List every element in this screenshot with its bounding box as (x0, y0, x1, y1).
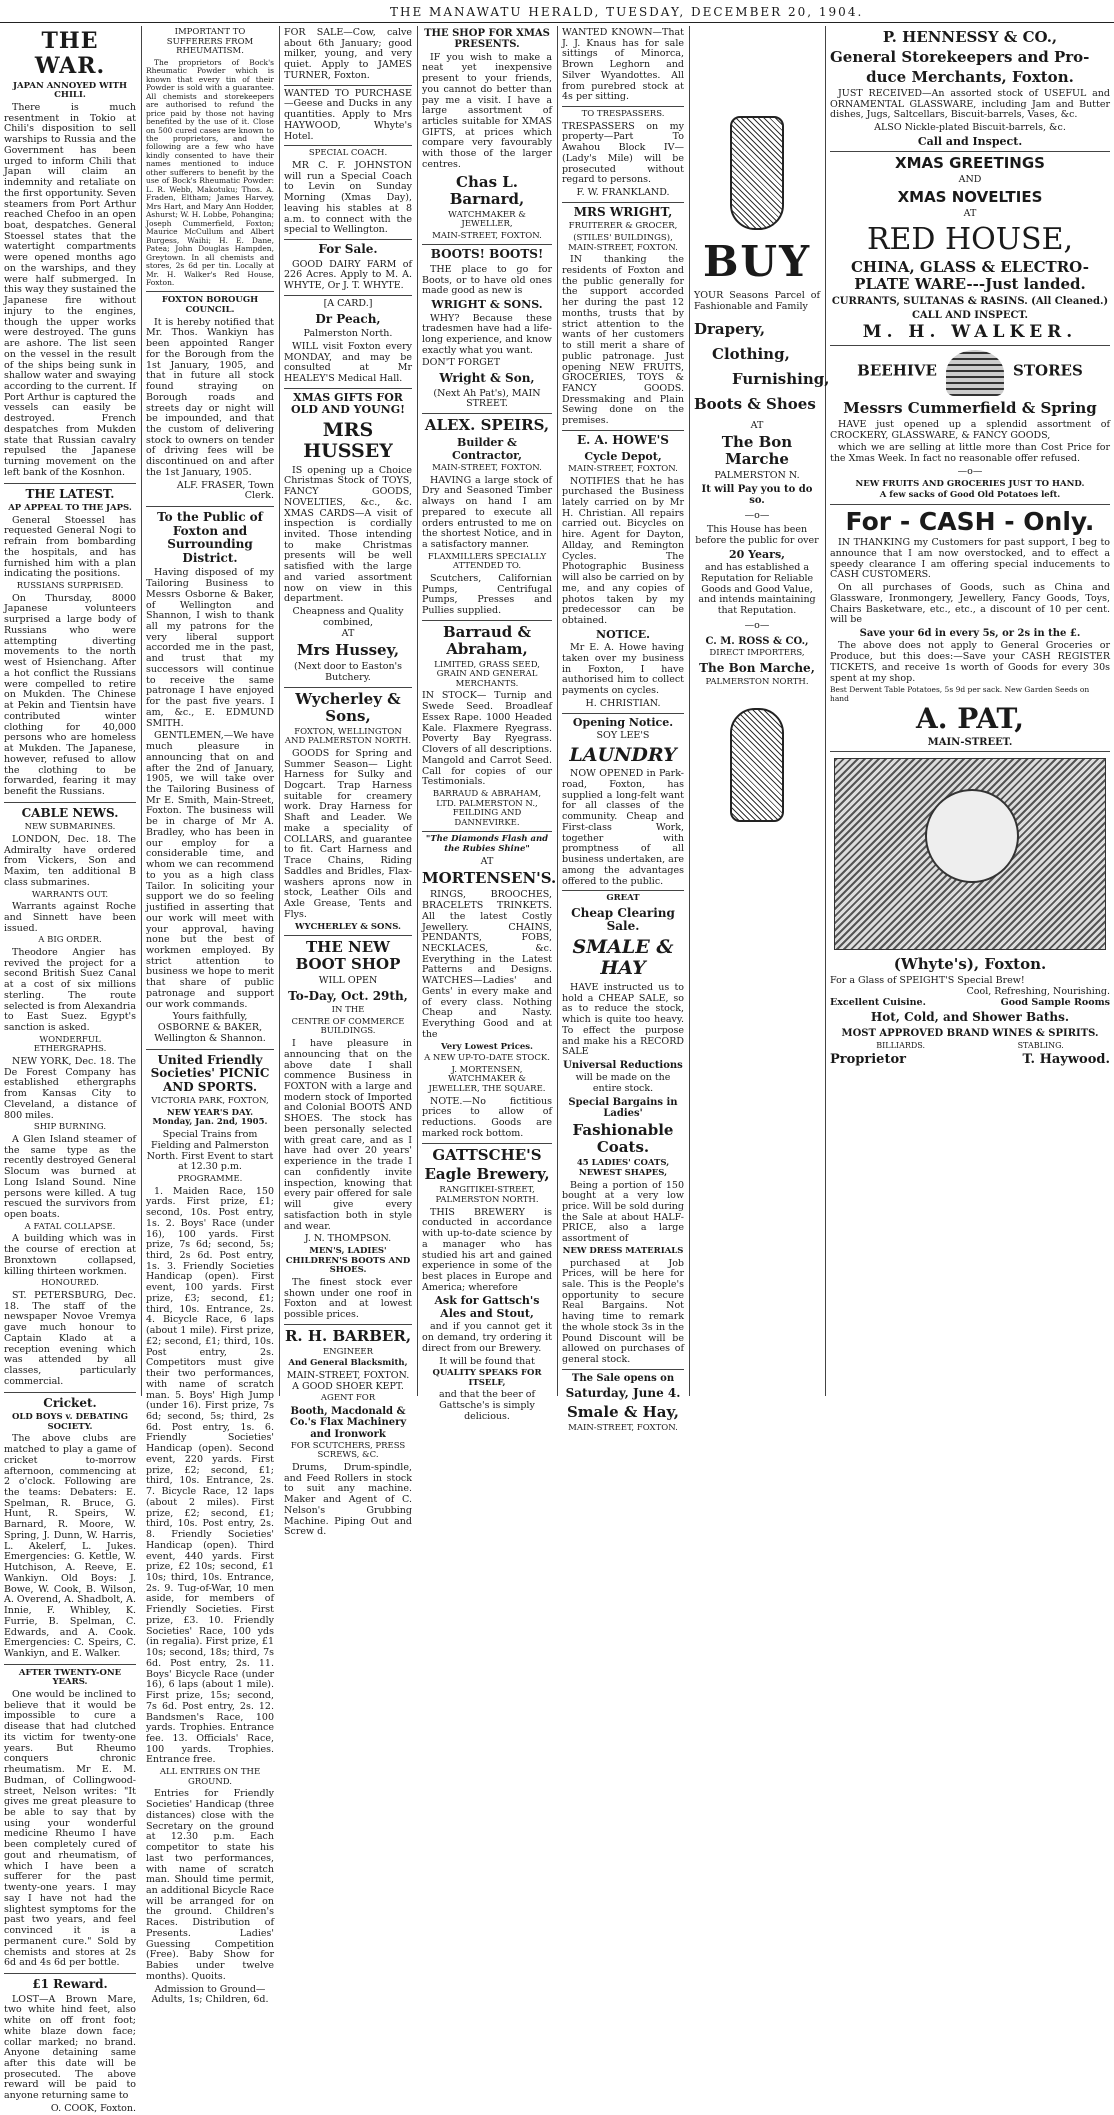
coats-title: Fashionable Coats. (572, 1121, 674, 1157)
up-to-date: A NEW UP-TO-DATE STOCK. (424, 1053, 550, 1064)
wright-why: WHY? Because these tradesmen have had a life-long experience, and know exactly what you want. (422, 312, 552, 356)
column-3 (280, 26, 416, 1538)
trespass-head: TO TRESPASSERS. (581, 109, 665, 120)
cable-item-body: LONDON, Dec. 18. The Admiralty have ordered from Vickers, Son and Maxim, ten additional B class submarines. (4, 833, 136, 888)
diamonds: "The Diamonds Flash and the Rubies Shine" (425, 834, 549, 855)
save: Save your 6d in every 5s, or 2s in the £. (859, 628, 1081, 639)
billiards-row (830, 1041, 1110, 1050)
russians-head: RUSSIANS SURPRISED. (16, 581, 124, 592)
special-bargains: Special Bargains in Ladies' (568, 1096, 678, 1120)
palm2: PALMERSTON NORTH. (705, 677, 809, 688)
new-dress: NEW DRESS MATERIALS (562, 1245, 684, 1256)
xmas-at: AT (963, 207, 977, 219)
whytes: (Whyte's), Foxton. (893, 955, 1047, 974)
smale-addr: MAIN-STREET, FOXTON. (568, 1422, 678, 1433)
speirs-title: ALEX. SPEIRS, (424, 416, 550, 435)
china: CHINA, GLASS & ELECTRO-PLATE WARE---Just landed. (850, 258, 1090, 294)
masthead-rule (0, 22, 1114, 23)
notice-body: Mr E. A. Howe having taken over my business in Foxton, I have authorised him to collect payments on cycles. (562, 642, 684, 697)
cable-item (4, 891, 136, 935)
flax-body: Scutchers, Californian Pumps, Centrifugal Pumps, Presses and Pullies supplied. (422, 574, 552, 621)
wych-body: GOODS for Spring and Summer Season— Light Harness for Sulky and Dogcart. Trap Harness suitable for creamery work. Dray Harness for Shaft and Leader. We make a speciality of COLLARS, and guarantee to fit. Cart Harness and Trace Chains, Riding Saddles and Bridles, Flax-washers aprons now in stock, Leather Oils and Axle Grease, Tents and Flys. (284, 747, 412, 920)
cable-item-head: A BIG ORDER. (38, 935, 102, 946)
masthead (0, 0, 1114, 22)
reward-sign: O. COOK, Foxton. (50, 2102, 136, 2114)
gentlemen-body: GENTLEMEN,—We have much pleasure in announcing that on and after the 2nd of January, 1905, we will take over the Tailoring Business of Mr E. Smith, Main-Street, Foxton. The business will be in charge of Mr A. Bradley, who has been in our employ for a considerable time, and whom we can recommend to you as a high class Tailor. In soliciting your support we do so feeling justified in asserting that our work will meet with your approval, having none but the best of workmen employed. By strict attention to business we hope to merit that share of public patronage and support our work commands. (146, 730, 274, 1010)
cash-body2: On all purchases of Goods, such as China and Glassware, Ironmongery, Jewellery, Fancy Goods, Toys, Chairs Basketware, etc., etc., a discount of 10 per cent. will be (830, 582, 1110, 626)
xmas-greetings: XMAS GREETINGS (895, 154, 1045, 173)
dash: —o— (957, 465, 983, 477)
cash-body: IN THANKING my Customers for past support, I beg to announce that I am now overstocked, and to effect a speedy clearance I am offering special inducements to CASH CUSTOMERS. (830, 537, 1110, 581)
war-subtitle: JAPAN ANNOYED WITH CHILI. (12, 80, 127, 101)
divider (4, 1392, 136, 1393)
rheum-title: IMPORTANT TO SUFFERERS FROM RHEUMATISM. (166, 27, 254, 57)
barber-body: Drums, Drum-spindle, and Feed Rollers in stock to suit any machine. Maker and Agent of C. Nelson's Grubbing Machine. Piping Out and Screw d. (284, 1462, 412, 1538)
ross: C. M. ROSS & CO., (705, 635, 809, 647)
divider (146, 506, 274, 507)
cable-item-head: WONDERFUL ETHERGRAPHS. (33, 1034, 107, 1055)
proprietor: Proprietor (830, 1052, 906, 1068)
cable-item (4, 1279, 136, 1387)
cable-item (4, 1223, 136, 1278)
cable-item-body: NEW YORK, Dec. 18. The De Forest Company has established ethergraphs from Kansas City to Cleveland, a distance of 800 miles. (4, 1055, 136, 1121)
picnic-day: NEW YEAR'S DAY. Monday, Jan. 2nd, 1905. (152, 1107, 268, 1128)
rheum-body: The proprietors of Bock's Rheumatic Powder which is known that every tin of their Powder is sold with a guarantee. All chemists and storekeepers are authorised to refund the price paid by those not having benefited by the use of it. Close on 500 cured cases are known to the proprietors, and the following are a few who have kindly consented to have their names mentioned to induce other sufferers to benefit by the use of Bock's Rheumatic Powder: L. R. Webb, Makotuku; Thos. A. Fraden, Eltham; James Harvey, Mrs Hart, and Mary Ann Hodder, Ashurst; W. H. Lobbe, Pohangina; Joseph Cummerfield, Foxton; Maurice McCullum and Albert Burgess, Waihi; H. E. Dane, Patea; John Douglas Hampden, Greytown. In all chemists and stores, 2s 6d per tin. Locally at Mr. H. Walker's Red House, Foxton. (146, 57, 274, 287)
cricket-title: Cricket. (43, 1395, 97, 1410)
latest-subtitle: AP APPEAL TO THE JAPS. (8, 503, 132, 514)
cricket-body: The above clubs are matched to play a game of cricket to-morrow afternoon, commencing at 2 o'clock. Following are the teams: Debaters: E. Spelman, R. Bruce, G. Hunt, R. Speirs, W. Barnard, R. Moore, W. Spring, J. Dunn, W. Harris, L. Akelerf, L. Jukes. Emergencies: G. Kettle, W. Hutchison, A. Reeve, E. Wankiyn. Old Boys: J. Bowe, W. Cook, B. Wilson, A. Overend, A. Shadbolt, A. Innie, F. Whibley, K. Furrie, B. Spelman, C. Edwards, and A. Cook. Emergencies: C. Speirs, C. Wankiyn, and E. Walker. (4, 1433, 136, 1659)
brand: MOST APPROVED BRAND WINES & SPIRITS. (841, 1027, 1099, 1039)
laundry-title: LAUNDRY (569, 743, 677, 766)
billiards: BILLIARDS. (876, 1041, 926, 1051)
card-label: [A CARD.] (323, 297, 373, 309)
dont-forget: DON'T FORGET (422, 357, 501, 369)
trespass-sign: F. W. FRANKLAND. (562, 188, 684, 203)
beehive-label: BEEHIVE (857, 361, 937, 380)
universal: Universal Reductions (563, 1060, 683, 1072)
hussey-tag: Cheapness and Quality combined, (292, 606, 404, 628)
notice-sign: H. CHRISTIAN. (562, 699, 684, 714)
buy-heading: BUY (702, 237, 812, 286)
column-7 (826, 26, 1114, 1396)
boot-date: To-Day, Oct. 29th, (288, 988, 408, 1003)
notice-head: NOTICE. (596, 627, 650, 641)
forsale-body: GOOD DAIRY FARM of 226 Acres. Apply to M. A. WHYTE, Or J. T. WHYTE. (284, 260, 412, 296)
admission: Admission to Ground—Adults, 1s; Children, 6d. (151, 1983, 269, 2006)
apat: A. PAT, (916, 702, 1024, 736)
wych-title: Wycherley & Sons, (295, 689, 401, 725)
beehive-row (830, 350, 1110, 396)
derwent: Best Derwent Table Potatoes, 5s 9d per sack. New Garden Seeds on hand (830, 685, 1090, 703)
baths: Hot, Cold, and Shower Baths. (870, 1010, 1070, 1025)
after-title: AFTER TWENTY-ONE YEARS. (18, 1667, 122, 1688)
boot-body: I have pleasure in announcing that on the above date I shall commence Business in FOXTON with a large and modern stock of Imported and Colonial BOOTS AND SHOES. The stock has been personally selected with great care, and as I have had over 20 years' experience in the trade I can confidently invite inspection, knowing that every pair offered for sale will give every satisfaction both in style and wear. (284, 1038, 412, 1232)
cuisine-row (830, 998, 1110, 1009)
coach-body: MR C. F. JOHNSTON will run a Special Coach to Levin on Sunday Morning (Xmas Day), leaving his stables at 8 a.m. to connect with the special to Wellington. (284, 161, 412, 240)
barber-agent: AGENT FOR (320, 1393, 376, 1404)
coach-illustration (834, 758, 1106, 950)
barnard-role: WATCHMAKER & JEWELLER, (448, 209, 526, 230)
council-sign: ALF. FRASER, Town Clerk. (176, 479, 274, 502)
masthead-text: THE MANAWATU HERALD, TUESDAY, DECEMBER 20, 1904. (390, 5, 864, 19)
gattsche-ask: Ask for Gattsch's Ales and Stout, (434, 1294, 540, 1320)
xmas-novelties: XMAS NOVELTIES (897, 187, 1043, 206)
dress-body: purchased at Job Prices, will be here for sale. This is the People's opportunity to secure Real Bargains. Not having time to remark the whole stock 3s in the Pound Discount will be allowed on purchases of general stock. (562, 1259, 684, 1370)
boot-finest: The finest stock ever shown under one roof in Foxton and at lowest possible prices. (284, 1278, 412, 1325)
boot-title: THE NEW BOOT SHOP (295, 938, 401, 974)
sample: Good Sample Rooms (1000, 996, 1110, 1008)
great: GREAT (606, 893, 640, 904)
smale-sign: Smale & Hay, (566, 1402, 680, 1421)
hennessy-call: Call and Inspect. (830, 136, 1110, 152)
cool: Cool, Refreshing, Nourishing. (966, 985, 1110, 997)
gattsche-found: It will be found that (439, 1355, 535, 1367)
boot-men: MEN'S, LADIES' CHILDREN'S BOOTS AND SHOES. (285, 1246, 411, 1276)
mrs-wright-role: FRUITERER & GROCER, (568, 221, 678, 232)
xmas-title: XMAS GIFTS FOR OLD AND YOUNG! (291, 390, 405, 417)
gattsche-quality: QUALITY SPEAKS FOR ITSELF, (432, 1368, 542, 1388)
hennessy-nickel: ALSO Nickle-plated Biscuit-barrels, &c. (874, 122, 1066, 134)
barnard-title: Chas L. Barnard, (449, 172, 525, 208)
peach-place: Palmerston North. (303, 328, 393, 340)
cable-item-head: NEW SUBMARINES. (24, 822, 116, 833)
divider (4, 1973, 136, 1974)
body2: and has established a Reputation for Reliable Goods and Good Value, and intends maintaining that Reputation. (698, 562, 816, 617)
messrs-body2: which we are selling at little more than Cost Price for the Xmas Week. In fact no reasonable offer refused. (830, 442, 1110, 465)
picnic-train: Special Trains from Fielding and Palmerston North. First Event to start at 12.30 p.m. (146, 1129, 274, 1173)
column-2 (142, 26, 278, 2006)
cable-title: CABLE NEWS. (21, 805, 119, 820)
boot-centre: CENTRE OF COMMERCE BUILDINGS. (291, 1016, 405, 1037)
wright-name: Wright & Son, (439, 371, 535, 386)
mort-note: NOTE.—No fictitious prices to allow of reductions. Goods are marked rock bottom. (422, 1097, 552, 1144)
hennessy-sub1: General Storekeepers and Pro- (830, 47, 1090, 66)
buy-intro: YOUR Seasons Parcel of Fashionable and Family (694, 290, 820, 313)
boots-body: THE place to go for Boots, or to have old ones made good as new is (422, 263, 552, 297)
reward-title: £1 Reward. (32, 1977, 108, 1992)
dash: —o— (744, 619, 770, 631)
cable-item-body: Theodore Angier has revived the project for a second British Suez Canal at a cost of six millions sterling. The route selected is from Alexandria to East Suez. Egypt's sanction is asked. (4, 946, 136, 1034)
mortensen-body: RINGS, BROOCHES, BRACELETS TRINKETS. All the latest Costly Jewellery. CHAINS, PENDANTS, FOBS, NECKLACES, &c. Everything in the Latest Patterns and Designs. WATCHES—Ladies' and Gents' in every make and of every class. Nothing Cheap and Nasty. Everything Good and at the (422, 889, 552, 1040)
cable-item-body: A building which was in the course of erection at Bronxtown collapsed, killing thirteen workmen. (4, 1233, 136, 1277)
sale-date: Saturday, June 4. (565, 1386, 681, 1401)
forsale-head: For Sale. (318, 242, 378, 257)
clearing-title: Cheap Clearing Sale. (571, 905, 675, 934)
line-drapery: Drapery, (694, 319, 766, 338)
divider (4, 483, 136, 484)
wright-addr: (Next Ah Pat's), MAIN STREET. (422, 389, 552, 414)
barber-addr: MAIN-STREET, FOXTON. A GOOD SHOER KEPT. (286, 1369, 410, 1392)
hennessy-sub2: duce Merchants, Foxton. (866, 67, 1074, 86)
howe-body: NOTIFIES that he has purchased the Business lately carried on by Mr H. Christian. All repairs carried out. Bicycles on hire. Agent for Dayton, Allday, and Remington Cycles. The Photographic Business will also be carried on by me, and any copies of photos taken by my predecessor can be obtained. (562, 475, 684, 627)
peach-title: Dr Peach, (315, 311, 381, 326)
speirs-role: Builder & Contractor, (451, 436, 523, 462)
entries-head: ALL ENTRIES ON THE GROUND. (159, 1767, 261, 1787)
cable-item-head: HONOURED. (41, 1278, 99, 1289)
mortensen-title: MORTENSEN'S. (422, 869, 557, 888)
diamonds-at: AT (480, 855, 494, 867)
pointing-hand-icon (730, 116, 784, 230)
barraud-sub: LIMITED, GRASS SEED, GRAIN AND GENERAL MERCHANTS. (434, 659, 540, 689)
boots-title: BOOTS! BOOTS! (430, 247, 544, 262)
war-body: There is much resentment in Tokio at Chili's disposition to sell warships to Russia and the Government has been urged to inform Chili that Japan will claim an indemnity and retaliate on the first opportunity. Seven steamers from Port Arthur reached Chefoo in an open boat, despatches. General Stoessel states that the watertight compartments were opened months ago on the warships, and they were half submerged. In this way they sustained the Japanese fire without injury to the engines, though the upper works were destroyed. The guns are ashore. The list seen on the vessel in the result of the ships being sunk in shallow water and swaying according to the current. If Port Arthur is captured the vessels can easily be destroyed. French despatches from Mukden state that Russian cavalry repulsed the Japanese turning movement on the left bank of the Kosnhon. (4, 101, 136, 478)
smale-body: HAVE instructed us to hold a CHEAP SALE, so as to reduce the stock, which is quite too heavy. To effect the purpose and make his a RECORD SALE (562, 981, 684, 1058)
reward-body: LOST—A Brown Mare, two white hind feet, also white on off front foot; white blaze down face; collar marked; no brand. Anyone detaining same after this date will be prosecuted. The above reward will be paid to anyone returning same to (4, 1993, 136, 2102)
barraud-title: Barraud & Abraham, (442, 622, 532, 658)
fruits: NEW FRUITS AND GROCERIES JUST TO HAND. (855, 478, 1085, 489)
speirs-body: HAVING a large stock of Dry and Seasoned Timber always on hand I am prepared to execute all orders entrusted to me on the shortest Notice, and in a satisfactory manner. (422, 474, 552, 550)
speight: For a Glass of SPEIGHT'S Special Brew! (830, 975, 1025, 987)
laundry-body: NOW OPENED in Park-road, Foxton, has supplied a long-felt want for all classes of the community. Cheap and First-class Work, together with promptness of all business undertaken, are among the advantages offered to the public. (562, 769, 684, 891)
coats-body: Being a portion of 150 bought at a very low price. Will be sold during the Sale at about HALF-PRICE, also a large assortment of (562, 1179, 684, 1245)
hussey-addr: (Next door to Easton's Butchery. (284, 662, 412, 687)
walker: M. H. WALKER. (830, 323, 1110, 346)
wanted-known: WANTED KNOWN—That J. J. Knaus has for sale sittings of Minorca, Brown Leghorn and Silver Wyandottes. All from purebred stock at 4s per sitting. (562, 28, 684, 107)
column-6 (690, 26, 830, 1396)
cable-item-body: A Glen Island steamer of the same type as the recently destroyed General Slocum was burned at Long Island Sound. Nine persons were killed. A tug rescued the survivors from open boats. (4, 1133, 136, 1221)
proprietor-row (830, 1053, 1110, 1068)
mort-sign: J. MORTENSEN, WATCHMAKER & JEWELLER, THE SQUARE. (428, 1064, 546, 1094)
wych-sign: WYCHERLEY & SONS. (284, 923, 412, 937)
latest-title: THE LATEST. (25, 486, 115, 501)
gattsche-if: and if you cannot get it on demand, try ordering it direct from our Brewery. (422, 1321, 552, 1354)
pay: It will Pay you to do so. (701, 484, 813, 507)
cable-item (4, 936, 136, 1033)
cash-body3: The above does not apply to General Groceries or Produce, but this does:—Save your CASH REGISTER TICKETS, and receive 1s worth of Goods for every 30s spent at my shop. (830, 640, 1110, 684)
messrs: Messrs Cummerfield & Spring (843, 399, 1097, 418)
gentlemen-sign: Yours faithfully, OSBORNE & BAKER, Wellington & Shannon. (154, 1011, 266, 1044)
hussey-at: AT (341, 627, 355, 639)
latest-body: General Stoessel has requested General Nogi to refrain from bombarding the hospitals, and has furnished him with a plan indicating the positions. (4, 514, 136, 580)
potatoes: A few sacks of Good Old Potatoes left. (830, 491, 1110, 505)
shop-body: IF you wish to make a neat yet inexpensive present to your friends, you cannot do better than pay me a visit. I have a large assortment of articles suitable for XMAS GIFTS, at prices which compare very favourably with those of the larger centres. (422, 51, 552, 170)
years: 20 Years, (729, 547, 785, 561)
programme-head: PROGRAMME. (177, 1173, 243, 1184)
mrs-wright-title: MRS WRIGHT, (573, 204, 673, 219)
column-4 (418, 26, 557, 1422)
column-1 (0, 26, 140, 2114)
bon-marche-2: The Bon Marche, (699, 660, 815, 675)
trespass-body: TRESPASSERS on my property—Part To Awahou Block IV—(Lady's Mile) will be prosecuted without regard to persons. (562, 120, 684, 186)
flax-head: FLAXMILLERS SPECIALLY ATTENDED TO. (427, 551, 547, 572)
divider (4, 1664, 136, 1665)
opening-notice: Opening Notice. (572, 715, 674, 729)
mrs-wright-body: IN thanking the residents of Foxton and the public generally for the support accorded her during the past 12 months, trusts that by strict attention to the wants of her customers to still merit a share of public patronage. Just opening NEW FRUITS, GROCERIES, TOYS & FANCY GOODS. Dressmaking and Plain Sewing done on the premises. (562, 255, 684, 431)
column-5 (558, 26, 688, 1433)
gattsche-addr: RANGITIKEI-STREET, PALMERSTON NORTH. (435, 1185, 539, 1205)
main-street: MAIN-STREET. (830, 737, 1110, 752)
hennessy-body: JUST RECEIVED—An assorted stock of USEFUL and ORNAMENTAL GLASSWARE, including Jam and Butter dishes, Jugs, Saltcellars, Biscuit-barrels, Vases, &c. (830, 87, 1110, 121)
war-title: THE WAR. (34, 28, 106, 79)
speirs-addr: MAIN-STREET, FOXTON. (432, 462, 542, 473)
howe-title: E. A. HOWE'S (577, 432, 669, 447)
divider (146, 291, 274, 292)
bon-marche: The Bon Marche (721, 433, 793, 469)
barraud-stock: IN STOCK— Turnip and Swede Seed. Broadleaf Essex Rape. 1000 Headed Kale. Flaxmere Ryegrass. Poverty Bay Ryegrass. Clovers of all descriptions. Mangold and Carrot Seed. Call for copies of our Testimonials. (422, 690, 552, 788)
body: This House has been before the public for over (695, 524, 819, 547)
programme-body: 1. Maiden Race, 150 yards. First prize, £1; second, 10s. Post entry, 1s. 2. Boys' Race (under 16), 100 yards. First prize, 7s 6d; second, 5s; third, 2s 6d. Post entry, 1s. 3. Friendly Societies Handicap (open). First event, 100 yards. First prize, £3; second, £1; third, 10s. Entrance, 2s. 4. Bicycle Race, 6 laps (about 1 mile). First prize, £2; second, £1; third, 10s. Post entry, 2s. Competitors must give their two performances, with name of scratch man. 5. Boys' High Jump (under 16). First prize, 7s 6d; second, 5s; third, 2s 6d. Post entry, 1s. 6. Friendly Societies' Handicap (open). Second event, 220 yards. First prize, £2; second, £1; third, 10s. Entrance, 2s. 7. Bicycle Race, 12 laps (about 2 miles). First prize, £2; second, £1; third, 10s. Post entry, 2s. 8. Friendly Societies' Handicap (open). Third event, 440 yards. First prize, £2 10s; second, £1 10s; third, 10s. Entrance, 2s. 9. Tug-of-War, 10 men aside, for members of Friendly Societies. First prize, £3. 10. Friendly Societies' Race, 100 yds (in regalia). First prize, £1 10s; second, 18s; third, 7s 6d. Post entry, 2s. 11. Boys' Bicycle Race (under 16), 6 laps (about 1 mile). First prize, 15s; second, 7s 6d. Post entry, 2s. 12. Bandsmen's Race, 100 yards. Trophies. Entrance fee. 13. Officials' Race, 100 yards. Trophies. Entrance free. (146, 1185, 274, 1766)
barber-title: R. H. BARBER, (284, 1326, 412, 1345)
dash: —o— (744, 509, 770, 521)
coach-head: SPECIAL COACH. (308, 148, 388, 159)
smale-title: SMALE & HAY (572, 936, 674, 980)
cable-item-body: Warrants against Roche and Sinnett have been issued. (4, 901, 136, 934)
barber-for: FOR SCUTCHERS, PRESS SCREWS, &C. (290, 1440, 406, 1461)
cash-title: For - CASH - Only. (845, 506, 1095, 536)
hussey-title: MRS HUSSEY (303, 418, 393, 463)
boot-open: WILL OPEN (318, 975, 378, 986)
xmas-and: AND (958, 174, 982, 186)
gattsche-end: and that the beer of Gattsche's is simply delicious. (438, 1389, 536, 1422)
bon-palm: PALMERSTON N. (714, 470, 800, 482)
barnard-addr: MAIN-STREET, FOXTON. (422, 232, 552, 246)
cable-item (4, 1036, 136, 1122)
howe-addr: MAIN-STREET, FOXTON. (568, 463, 678, 474)
wych-place: FOXTON, WELLINGTON AND PALMERSTON NORTH. (284, 726, 412, 747)
line-boots: Boots & Shoes (694, 394, 816, 413)
soy-lee: SOY LEE'S (596, 730, 650, 742)
public-body: Having disposed of my Tailoring Business to Messrs Osborne & Baker, of Wellington and Shannon, I wish to thank all my patrons for the very liberal support accorded me in the past, and trust that my successors will continue to receive the same patronage I have enjoyed for the past five years. I am, &c., E. EDMUND SMITH. (146, 567, 274, 729)
cuisine: Excellent Cuisine. (830, 996, 926, 1008)
public-title: To the Public of Foxton and Surrounding District. (157, 510, 263, 565)
boot-in: IN THE (331, 1005, 365, 1016)
barraud-sign: BARRAUD & ABRAHAM, LTD. PALMERSTON N., FEILDING AND DANNEVIRKE. (422, 790, 552, 832)
divider (146, 1049, 274, 1050)
coats-45: 45 LADIES' COATS, NEWEST SHAPES, (576, 1158, 670, 1178)
council-title: FOXTON BOROUGH COUNCIL. (161, 295, 259, 316)
cricket-subtitle: OLD BOYS v. DEBATING SOCIETY. (11, 1412, 129, 1432)
shop-title: THE SHOP FOR XMAS PRESENTS. (424, 28, 550, 51)
line-furnishing: Furnishing, (732, 369, 830, 388)
after-body: One would be inclined to believe that it would be impossible to cure a disease that had clutched its victim for twenty-one years. But Rheumo conquers chronic rheumatism. Mr E. M. Budman, of Collingwood-street, Nelson writes: "It gives me great pleasure to be able to say that by using your wonderful medicine Rheumo I have been completely cured of gout and rheumatism, of which I have been a sufferer for the past twenty-one years. I may say I have not had the slightest symptoms for the past two years, and feel convinced it is a permanent cure." Sold by chemists and stores at 2s 6d and 4s 6d per bottle. (4, 1688, 136, 1969)
call-inspect: CALL AND INSPECT. (911, 309, 1029, 321)
bon-at: AT (750, 419, 764, 431)
gattsche-brew: Eagle Brewery, (424, 1165, 550, 1184)
wright-title: WRIGHT & SONS. (431, 298, 543, 312)
lowest-prices: Very Lowest Prices. (440, 1041, 534, 1052)
mrs-wright-addr: (STILES' BUILDINGS), MAIN-STREET, FOXTON. (568, 233, 678, 253)
line-clothing: Clothing, (712, 344, 790, 363)
cable-item-body: ST. PETERSBURG, Dec. 18. The staff of the newspaper Novoe Vremya gave much honour to Captain Klado at a reception evening which was attended by all classes, particularly commercial. (4, 1289, 136, 1387)
barber-smith: And General Blacksmith, (288, 1358, 408, 1369)
hussey-name: Mrs Hussey, (296, 641, 400, 660)
gattsche-title: GATTSCHE'S (432, 1145, 542, 1164)
red-house: RED HOUSE, (866, 221, 1074, 257)
cable-item (4, 823, 136, 888)
sale-opens: The Sale opens on (571, 1372, 675, 1384)
sale-cow: FOR SALE—Cow, calve about 6th January; good milker, young, and very quiet. Apply to JAMES TURNER, Foxton. (284, 28, 412, 86)
wanted: WANTED TO PURCHASE—Geese and Ducks in any quantities. Apply to Mrs HAYWOOD, Whyte's Hotel. (284, 89, 412, 147)
barber-booth: Booth, Macdonald & Co.'s Flax Machinery and Ironwork (289, 1405, 407, 1440)
messrs-body: HAVE just opened up a splendid assortment of CROCKERY, GLASSWARE, & FANCY GOODS, (830, 419, 1110, 441)
howe-role: Cycle Depot, (584, 449, 662, 463)
cable-item (4, 1123, 136, 1220)
cable-item-head: A FATAL COLLAPSE. (24, 1221, 116, 1232)
cable-item-head: WARRANTS OUT. (31, 889, 109, 900)
haywood: T. Haywood. (1022, 1052, 1110, 1068)
cable-item-head: SHIP BURNING. (33, 1122, 107, 1133)
picnic-place: VICTORIA PARK, FOXTON, (151, 1096, 269, 1107)
divider (4, 802, 136, 803)
universal-body: will be made on the entire stock. (575, 1072, 671, 1095)
barber-role: ENGINEER (322, 1346, 374, 1357)
gattsche-body: THIS BREWERY is conducted in accordance with up-to-date science by a manager who has studied his art and gained experience in some of the best places in Europe and America; wherefore (422, 1206, 552, 1293)
hussey-body: IS opening up a Choice Christmas Stock of TOYS, FANCY GOODS, NOVELTIES, &c., &c. XMAS CARDS—A visit of inspection is cordially invited. Those intending to make Christmas presents will be well satisfied with the large and varied assortment now on view in this department. (284, 464, 412, 605)
pointing-hand-icon (730, 708, 784, 822)
boot-sign: J. N. THOMPSON. (304, 1233, 392, 1245)
direct: DIRECT IMPORTERS, (709, 647, 805, 658)
council-body: It is hereby notified that Mr. Thos. Wankiyn has been appointed Ranger for the Borough from the 1st January, 1905, and that in future all stock found straying on Borough roads and streets day or night will be impounded, and that the custom of delivering stock to owners on tender of driving fees will be discontinued on and after the 1st January, 1905. (146, 316, 274, 478)
russians-body: On Thursday, 8000 Japanese volunteers surprised a large body of Russians who were attempting diverting movements to the north west of Hsienchang. After a hot conflict the Russians were compelled to retire on Mukden. The Chinese at Pekin and Tientsin have contributed winter clothing for 40,000 persons who are homeless at Mukden. The Japanese, however, refused to allow the clothing to be forwarded, fearing it may benefit the Russians. (4, 592, 136, 797)
currants: CURRANTS, SULTANAS & RASINS. (All Cleaned.) (831, 296, 1109, 308)
peach-body: WILL visit Foxton every MONDAY, and may be consulted at Mr HEALEY'S Medical Hall. (284, 342, 412, 389)
entries-body: Entries for Friendly Societies' Handicap (three distances) close with the Secretary on the ground at 12.30 p.m. Each competitor to state his last two performances, with name of scratch man. Should time permit, an additional Bicycle Race will be arranged for on the ground. Children's Races. Distribution of Presents. Ladies' Guessing Competition (Free). Baby Show for Babies under twelve months). Quoits. (146, 1788, 274, 1982)
picnic-title: United Friendly Societies' PICNIC AND SPORTS. (150, 1052, 270, 1094)
beehive-icon (946, 350, 1004, 396)
stores-label: STORES (1013, 361, 1083, 380)
stabling: STABLING. (1017, 1041, 1064, 1051)
hennessy-title: P. HENNESSY & CO., (882, 28, 1058, 46)
